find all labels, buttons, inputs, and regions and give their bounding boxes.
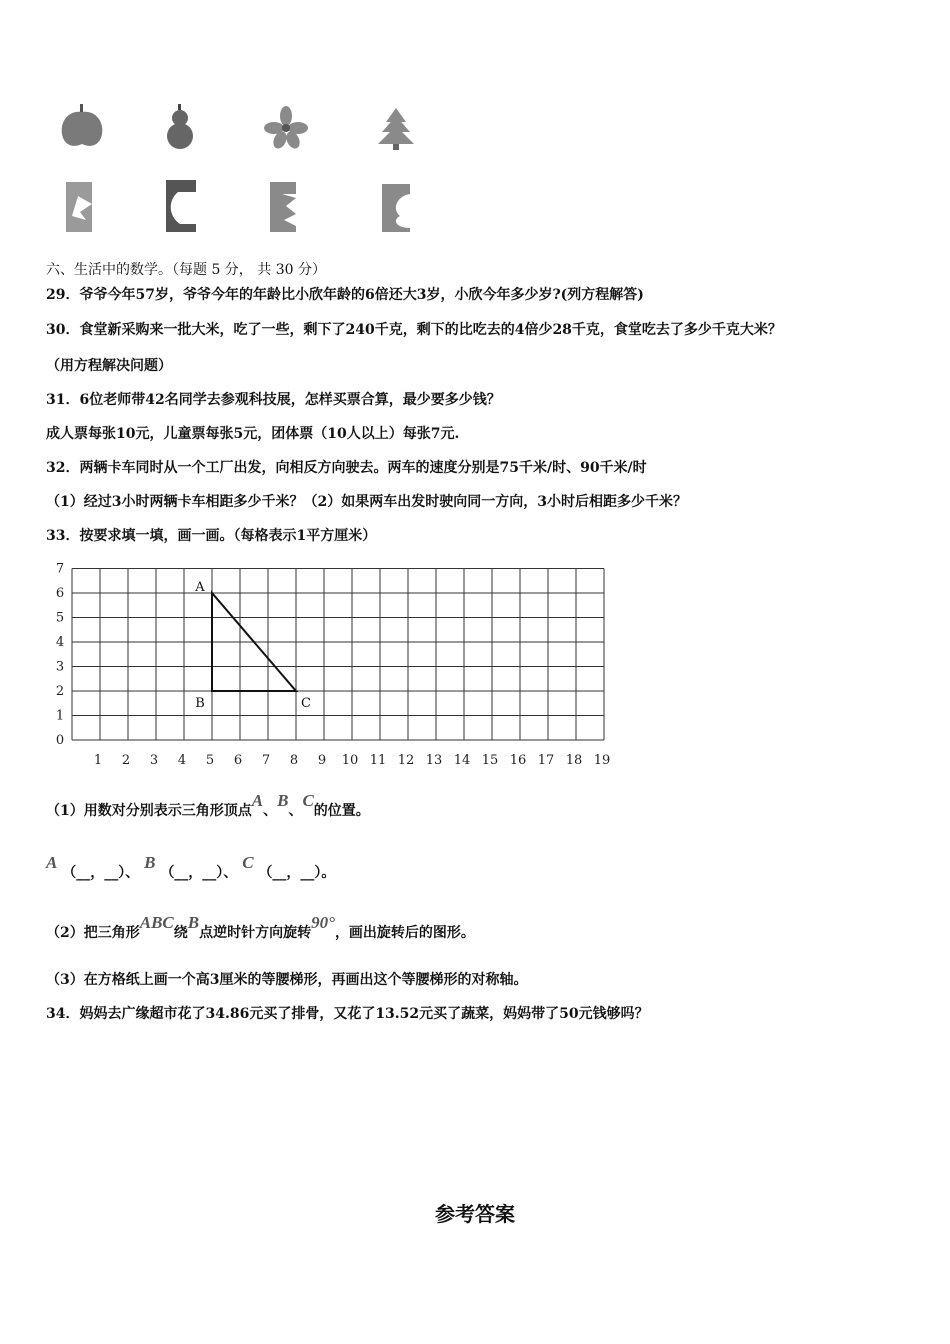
blank-sep-2: 、 xyxy=(223,865,238,881)
question-33-part2 xyxy=(46,913,475,943)
question-32-line1: 32．两辆卡车同时从一个工厂出发，向相反方向驶去。两车的速度分别是75千米/时、90千米/时 xyxy=(46,460,647,476)
question-33-part3: （3）在方格纸上画一个高3厘米的等腰梯形，再画出这个等腰梯形的对称轴。 xyxy=(46,972,528,988)
answers-title: 参考答案 xyxy=(435,1202,515,1226)
part2-prefix: （2）把三角形 xyxy=(46,925,140,941)
blank-c[interactable]: （__，__） xyxy=(258,865,322,881)
apple-icon xyxy=(62,104,103,146)
blank-b-label: B xyxy=(144,853,156,872)
vertex-label-a: A xyxy=(195,580,205,595)
question-29: 29．爷爷今年57岁，爷爷今年的年龄比小欣年龄的6倍还大3岁，小欣今年多少岁?(列方程解答) xyxy=(46,287,644,303)
y-tick-label: 4 xyxy=(55,635,65,650)
x-tick-label: 3 xyxy=(149,753,159,768)
coordinate-grid xyxy=(46,556,626,774)
y-tick-label: 5 xyxy=(55,610,65,626)
x-tick-label: 7 xyxy=(261,753,271,768)
question-30-line2: （用方程解决问题） xyxy=(46,358,172,374)
x-tick-label: 19 xyxy=(593,753,611,768)
y-tick-label: 0 xyxy=(55,733,65,748)
x-tick-label: 5 xyxy=(205,753,215,768)
part2-suffix: ，画出旋转后的图形。 xyxy=(334,925,475,941)
x-tick-label: 10 xyxy=(341,753,359,768)
vertex-b-label: B xyxy=(277,791,289,810)
folded-paper-3 xyxy=(270,182,296,232)
flower-icon xyxy=(264,106,308,151)
shape-pictures xyxy=(56,100,426,240)
folded-paper-4 xyxy=(382,184,410,232)
rotation-center: B xyxy=(187,913,200,932)
part1-suffix: 的位置。 xyxy=(313,803,370,819)
question-31-line2: 成人票每张10元，儿童票每张5元，团体票（10人以上）每张7元. xyxy=(46,426,460,442)
question-33-part1 xyxy=(46,791,370,821)
x-tick-label: 2 xyxy=(121,753,131,768)
part2-mid2: 点逆时针方向旋转 xyxy=(199,925,312,941)
vertex-a-label: A xyxy=(251,791,264,810)
question-31-line1: 31．6位老师带42名同学去参观科技展，怎样买票合算，最少要多少钱？ xyxy=(46,392,501,408)
sep-2: 、 xyxy=(288,803,303,819)
part2-mid1: 绕 xyxy=(173,925,188,941)
question-30-line1: 30．食堂新采购来一批大米，吃了一些，剩下了240千克，剩下的比吃去的4倍少28千克，食堂吃去了多少千克大米？ xyxy=(46,322,782,338)
y-tick-label: 1 xyxy=(55,708,65,724)
x-tick-label: 17 xyxy=(537,753,555,768)
x-tick-label: 12 xyxy=(397,753,415,768)
x-tick-label: 4 xyxy=(177,753,187,768)
vertex-c-label: C xyxy=(302,791,314,810)
x-tick-label: 8 xyxy=(289,753,299,768)
question-33-line1: 33．按要求填一填，画一画。（每格表示1平方厘米） xyxy=(46,528,377,544)
gourd-icon xyxy=(167,104,193,149)
x-tick-label: 14 xyxy=(453,753,471,768)
blank-end: 。 xyxy=(321,865,336,881)
grid-svg xyxy=(46,556,626,770)
y-tick-label: 3 xyxy=(55,659,65,675)
sep-1: 、 xyxy=(263,803,278,819)
x-tick-label: 18 xyxy=(565,753,583,768)
grid-lines xyxy=(72,569,604,741)
section-six-title: 六、生活中的数学。（每题 5 分， 共 30 分） xyxy=(46,262,326,278)
triangle-name: ABC xyxy=(139,913,174,932)
blank-a-label: A xyxy=(46,853,58,872)
folded-paper-2 xyxy=(166,180,196,232)
y-tick-label: 2 xyxy=(55,684,65,699)
folded-paper-1 xyxy=(66,182,92,232)
x-tick-label: 11 xyxy=(369,753,387,768)
x-tick-label: 16 xyxy=(509,753,527,768)
grid-x-ticks xyxy=(94,753,610,768)
x-tick-label: 6 xyxy=(233,753,243,768)
question-33-blanks xyxy=(46,853,336,883)
tree-icon xyxy=(378,108,414,150)
rotation-angle: 90° xyxy=(311,913,335,932)
vertex-label-b: B xyxy=(195,696,205,711)
x-tick-label: 9 xyxy=(317,753,327,768)
grid-y-ticks xyxy=(56,562,64,749)
y-tick-label: 7 xyxy=(55,561,65,577)
x-tick-label: 1 xyxy=(93,753,103,768)
y-tick-label: 6 xyxy=(55,586,65,601)
x-tick-label: 13 xyxy=(425,753,443,768)
vertex-label-c: C xyxy=(301,696,311,711)
part1-prefix: （1）用数对分别表示三角形顶点 xyxy=(46,803,252,819)
triangle-marks xyxy=(194,580,311,711)
blank-sep-1: 、 xyxy=(125,865,140,881)
blank-b[interactable]: （__，__） xyxy=(160,865,224,881)
question-34: 34．妈妈去广缘超市花了34.86元买了排骨，又花了13.52元买了蔬菜，妈妈带了50元钱够吗？ xyxy=(46,1006,649,1022)
x-tick-label: 15 xyxy=(481,753,499,768)
blank-a[interactable]: （__，__） xyxy=(62,865,126,881)
blank-c-label: C xyxy=(242,853,254,872)
question-32-line2: （1）经过3小时两辆卡车相距多少千米？（2）如果两车出发时驶向同一方向，3小时后相距多少千米？ xyxy=(46,494,687,510)
